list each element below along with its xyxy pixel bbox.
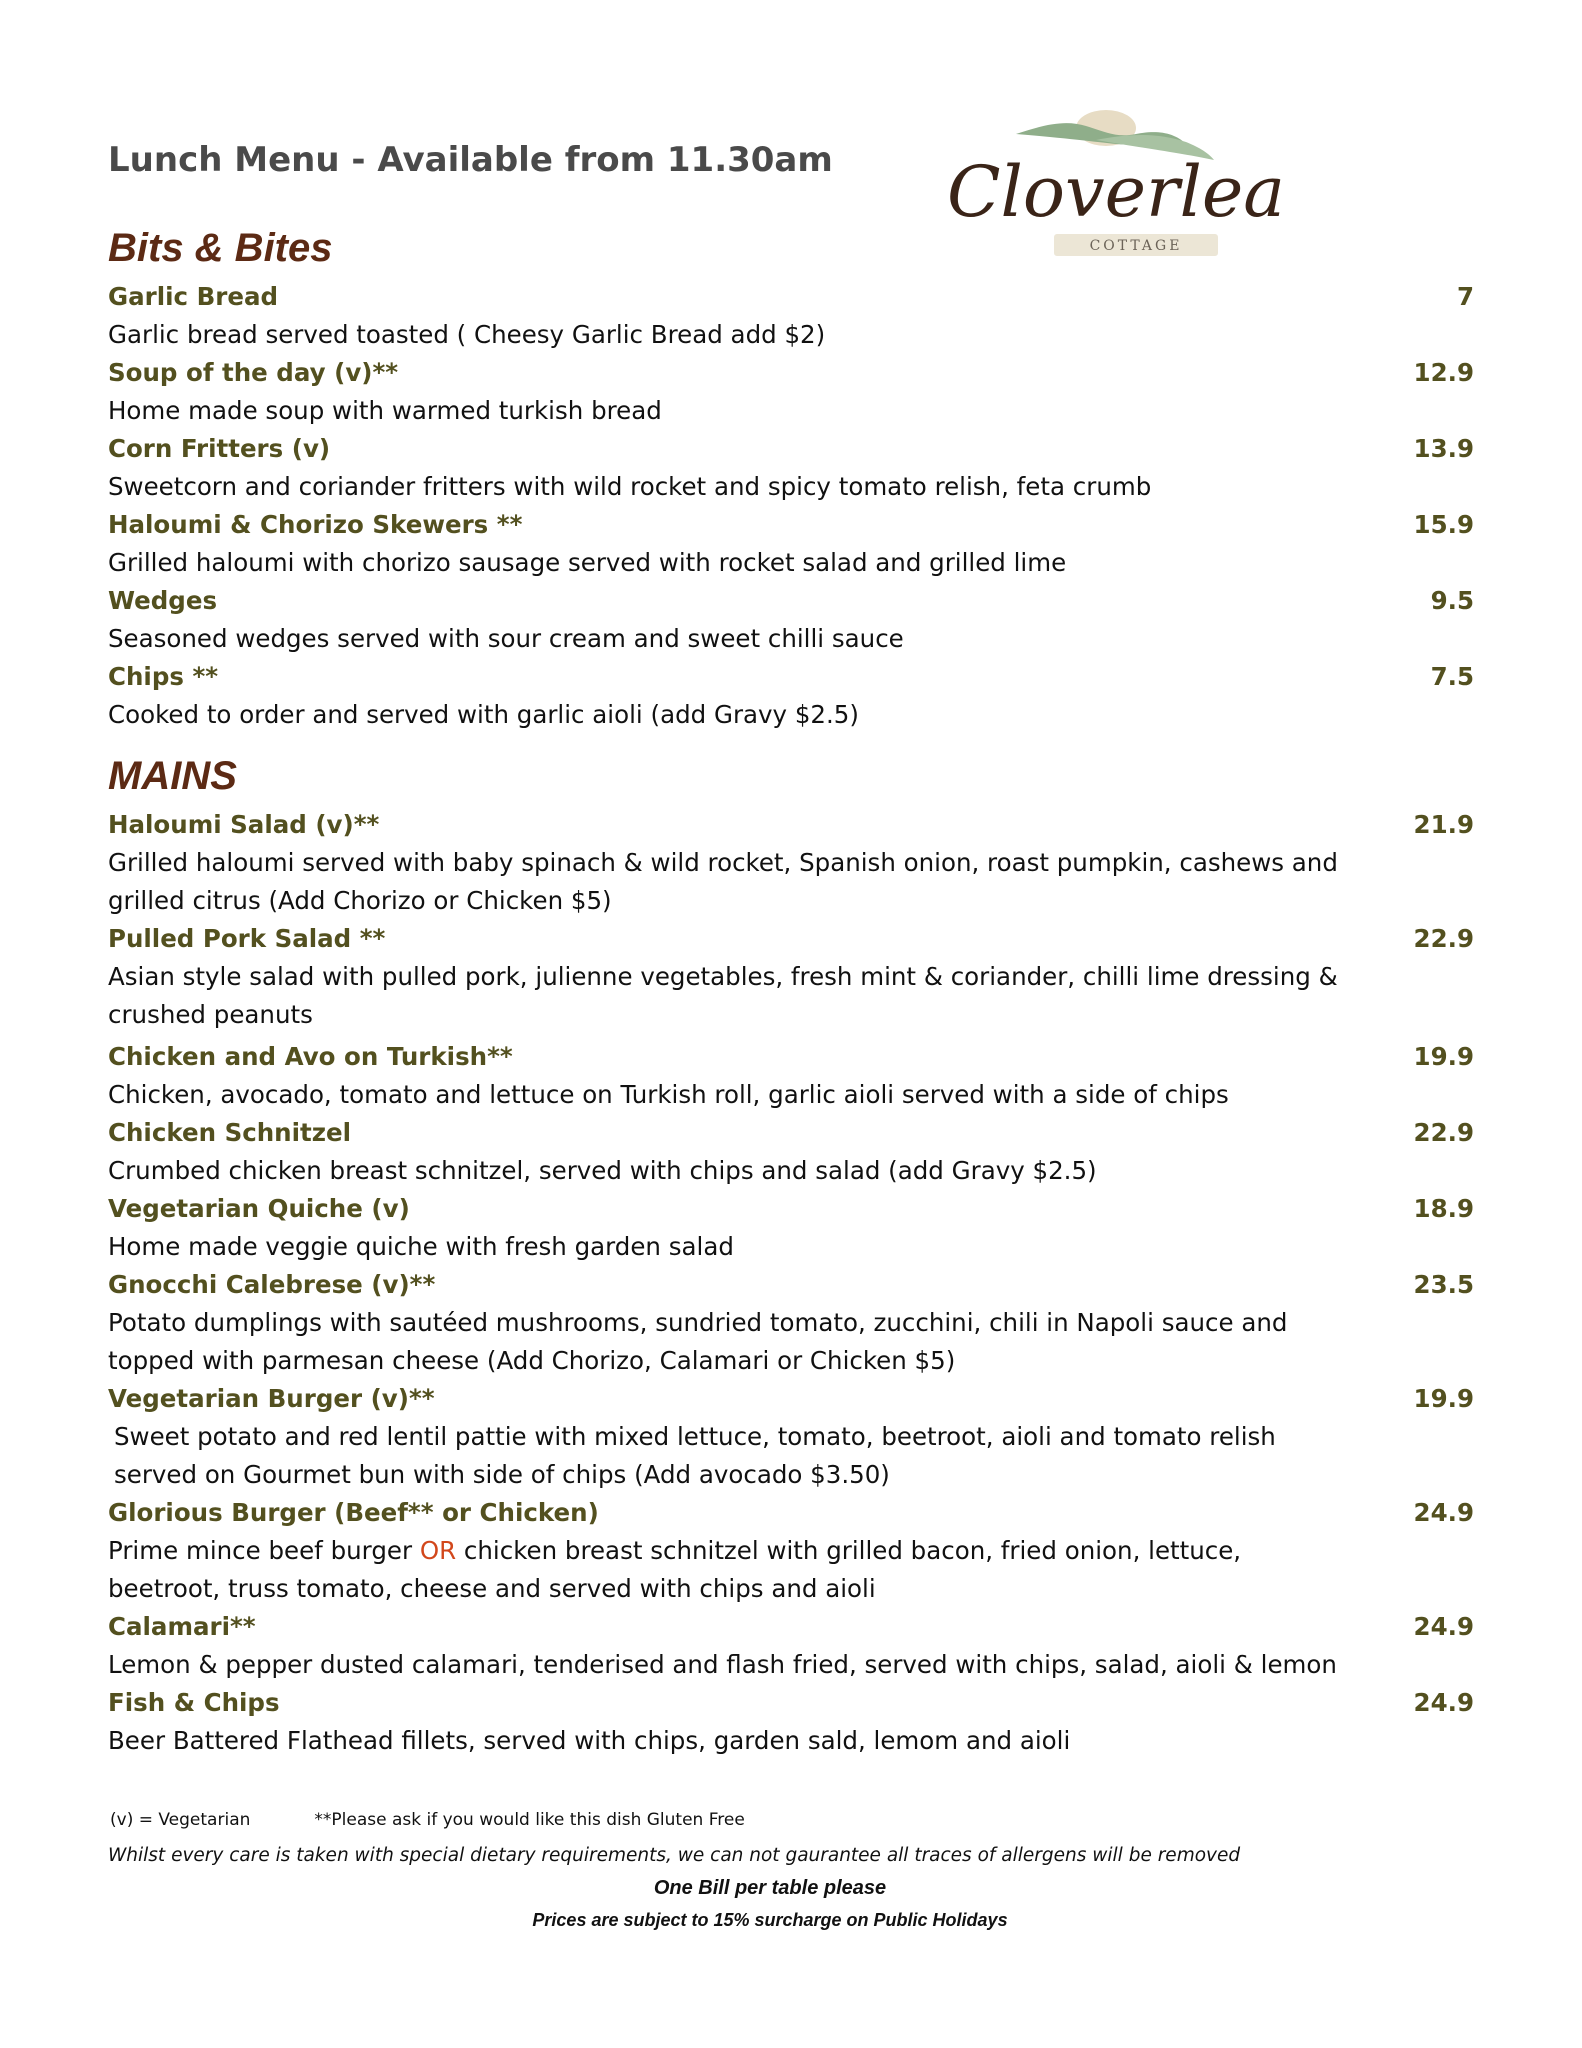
item-name: Gnocchi Calebrese (v)** (108, 1270, 436, 1299)
item-price: 21.9 (1413, 810, 1474, 839)
item-description: Asian style salad with pulled pork, julienne vegetables, fresh mint & coriander, chilli lime dressing & crushed peanuts (108, 962, 1338, 1029)
item-price: 22.9 (1413, 924, 1474, 953)
legend-vegetarian: (v) = Vegetarian (110, 1810, 251, 1830)
item-name: Vegetarian Burger (v)** (108, 1384, 435, 1413)
item-description (108, 1532, 1338, 1608)
menu-item (108, 278, 1474, 354)
item-description: Garlic bread served toasted ( Cheesy Garlic Bread add $2) (108, 320, 826, 349)
dietary-legend (110, 1810, 745, 1830)
menu-item (108, 1114, 1474, 1190)
menu-item (108, 1608, 1474, 1684)
item-price: 24.9 (1413, 1612, 1474, 1641)
menu-item (108, 1494, 1474, 1608)
menu-item (108, 582, 1474, 658)
item-price: 19.9 (1413, 1384, 1474, 1413)
item-price: 7.5 (1430, 662, 1474, 691)
item-description: Potato dumplings with sautéed mushrooms, sundried tomato, zucchini, chili in Napoli sauce and topped with parmesan cheese (Add Chorizo, Calamari or Chicken $5) (108, 1308, 1288, 1375)
item-name: Wedges (108, 586, 218, 615)
item-name: Fish & Chips (108, 1688, 280, 1717)
item-name: Vegetarian Quiche (v) (108, 1194, 410, 1223)
logo-subtext: COTTAGE (1089, 238, 1183, 254)
item-price: 12.9 (1413, 358, 1474, 387)
menu-item (108, 658, 1474, 734)
menu-item (108, 806, 1474, 920)
item-price: 23.5 (1413, 1270, 1474, 1299)
menu-item (108, 1038, 1474, 1114)
item-price: 7 (1456, 282, 1474, 311)
item-price: 22.9 (1413, 1118, 1474, 1147)
item-description: Lemon & pepper dusted calamari, tenderised and flash fried, served with chips, salad, aioli & lemon (108, 1650, 1337, 1679)
menu-item (108, 354, 1474, 430)
item-name: Haloumi Salad (v)** (108, 810, 380, 839)
item-description: Beer Battered Flathead fillets, served with chips, garden sald, lemom and aioli (108, 1726, 1071, 1755)
surcharge-note: Prices are subject to 15% surcharge on Public Holidays (532, 1910, 1008, 1930)
item-price: 15.9 (1413, 510, 1474, 539)
legend-gluten-free: **Please ask if you would like this dish Gluten Free (314, 1810, 745, 1830)
item-name: Corn Fritters (v) (108, 434, 331, 463)
item-description: Crumbed chicken breast schnitzel, served with chips and salad (add Gravy $2.5) (108, 1156, 1097, 1185)
item-description-part: chicken breast schnitzel with grilled bacon, fried onion, lettuce, beetroot, truss tomato, cheese and served with chips and aioli (108, 1536, 1242, 1603)
item-name: Glorious Burger (Beef** or Chicken) (108, 1498, 599, 1527)
item-price: 24.9 (1413, 1688, 1474, 1717)
item-description: Chicken, avocado, tomato and lettuce on Turkish roll, garlic aioli served with a side of chips (108, 1080, 1229, 1109)
bill-note: One Bill per table please (653, 1877, 887, 1899)
item-name: Pulled Pork Salad ** (108, 924, 386, 953)
item-description: Seasoned wedges served with sour cream and sweet chilli sauce (108, 624, 904, 653)
item-description: Grilled haloumi with chorizo sausage served with rocket salad and grilled lime (108, 548, 1067, 577)
mains-list (108, 806, 1474, 1760)
bits-bites-list (108, 278, 1474, 734)
item-price: 19.9 (1413, 1042, 1474, 1071)
menu-item (108, 920, 1474, 1034)
item-name: Garlic Bread (108, 282, 279, 311)
cloverlea-cottage-logo (946, 104, 1286, 264)
menu-item (108, 1266, 1474, 1380)
menu-item (108, 430, 1474, 506)
item-description: Home made veggie quiche with fresh garden salad (108, 1232, 734, 1261)
item-price: 9.5 (1430, 586, 1474, 615)
menu-item (108, 1684, 1474, 1760)
page-title: Lunch Menu - Available from 11.30am (108, 140, 833, 180)
menu-item (108, 1380, 1474, 1494)
logo-wordmark: Cloverlea (946, 151, 1286, 233)
or-highlight: OR (419, 1536, 457, 1565)
item-name: Chicken and Avo on Turkish** (108, 1042, 513, 1071)
item-description: Sweet potato and red lentil pattie with mixed lettuce, tomato, beetroot, aioli and tomato relish served on Gourmet bun with side of chips (Add avocado $3.50) (114, 1422, 1276, 1489)
item-name: Soup of the day (v)** (108, 358, 399, 387)
item-description: Sweetcorn and coriander fritters with wild rocket and spicy tomato relish, feta crumb (108, 472, 1152, 501)
item-name: Chicken Schnitzel (108, 1118, 352, 1147)
item-description: Grilled haloumi served with baby spinach & wild rocket, Spanish onion, roast pumpkin, cashews and grilled citrus (Add Chorizo or Chicken $5) (108, 848, 1338, 915)
item-description: Cooked to order and served with garlic aioli (add Gravy $2.5) (108, 700, 859, 729)
item-price: 13.9 (1413, 434, 1474, 463)
item-name: Calamari** (108, 1612, 256, 1641)
item-description: Home made soup with warmed turkish bread (108, 396, 662, 425)
menu-item (108, 1190, 1474, 1266)
menu-item (108, 506, 1474, 582)
section-heading-mains: MAINS (108, 754, 237, 798)
item-name: Haloumi & Chorizo Skewers ** (108, 510, 523, 539)
item-price: 24.9 (1413, 1498, 1474, 1527)
section-heading-bits-bites: Bits & Bites (108, 226, 333, 270)
item-name: Chips ** (108, 662, 219, 691)
item-price: 18.9 (1413, 1194, 1474, 1223)
item-description-part: Prime mince beef burger (108, 1536, 420, 1565)
allergen-disclaimer: Whilst every care is taken with special dietary requirements, we can not gaurantee all traces of allergens will be removed (108, 1845, 1241, 1866)
